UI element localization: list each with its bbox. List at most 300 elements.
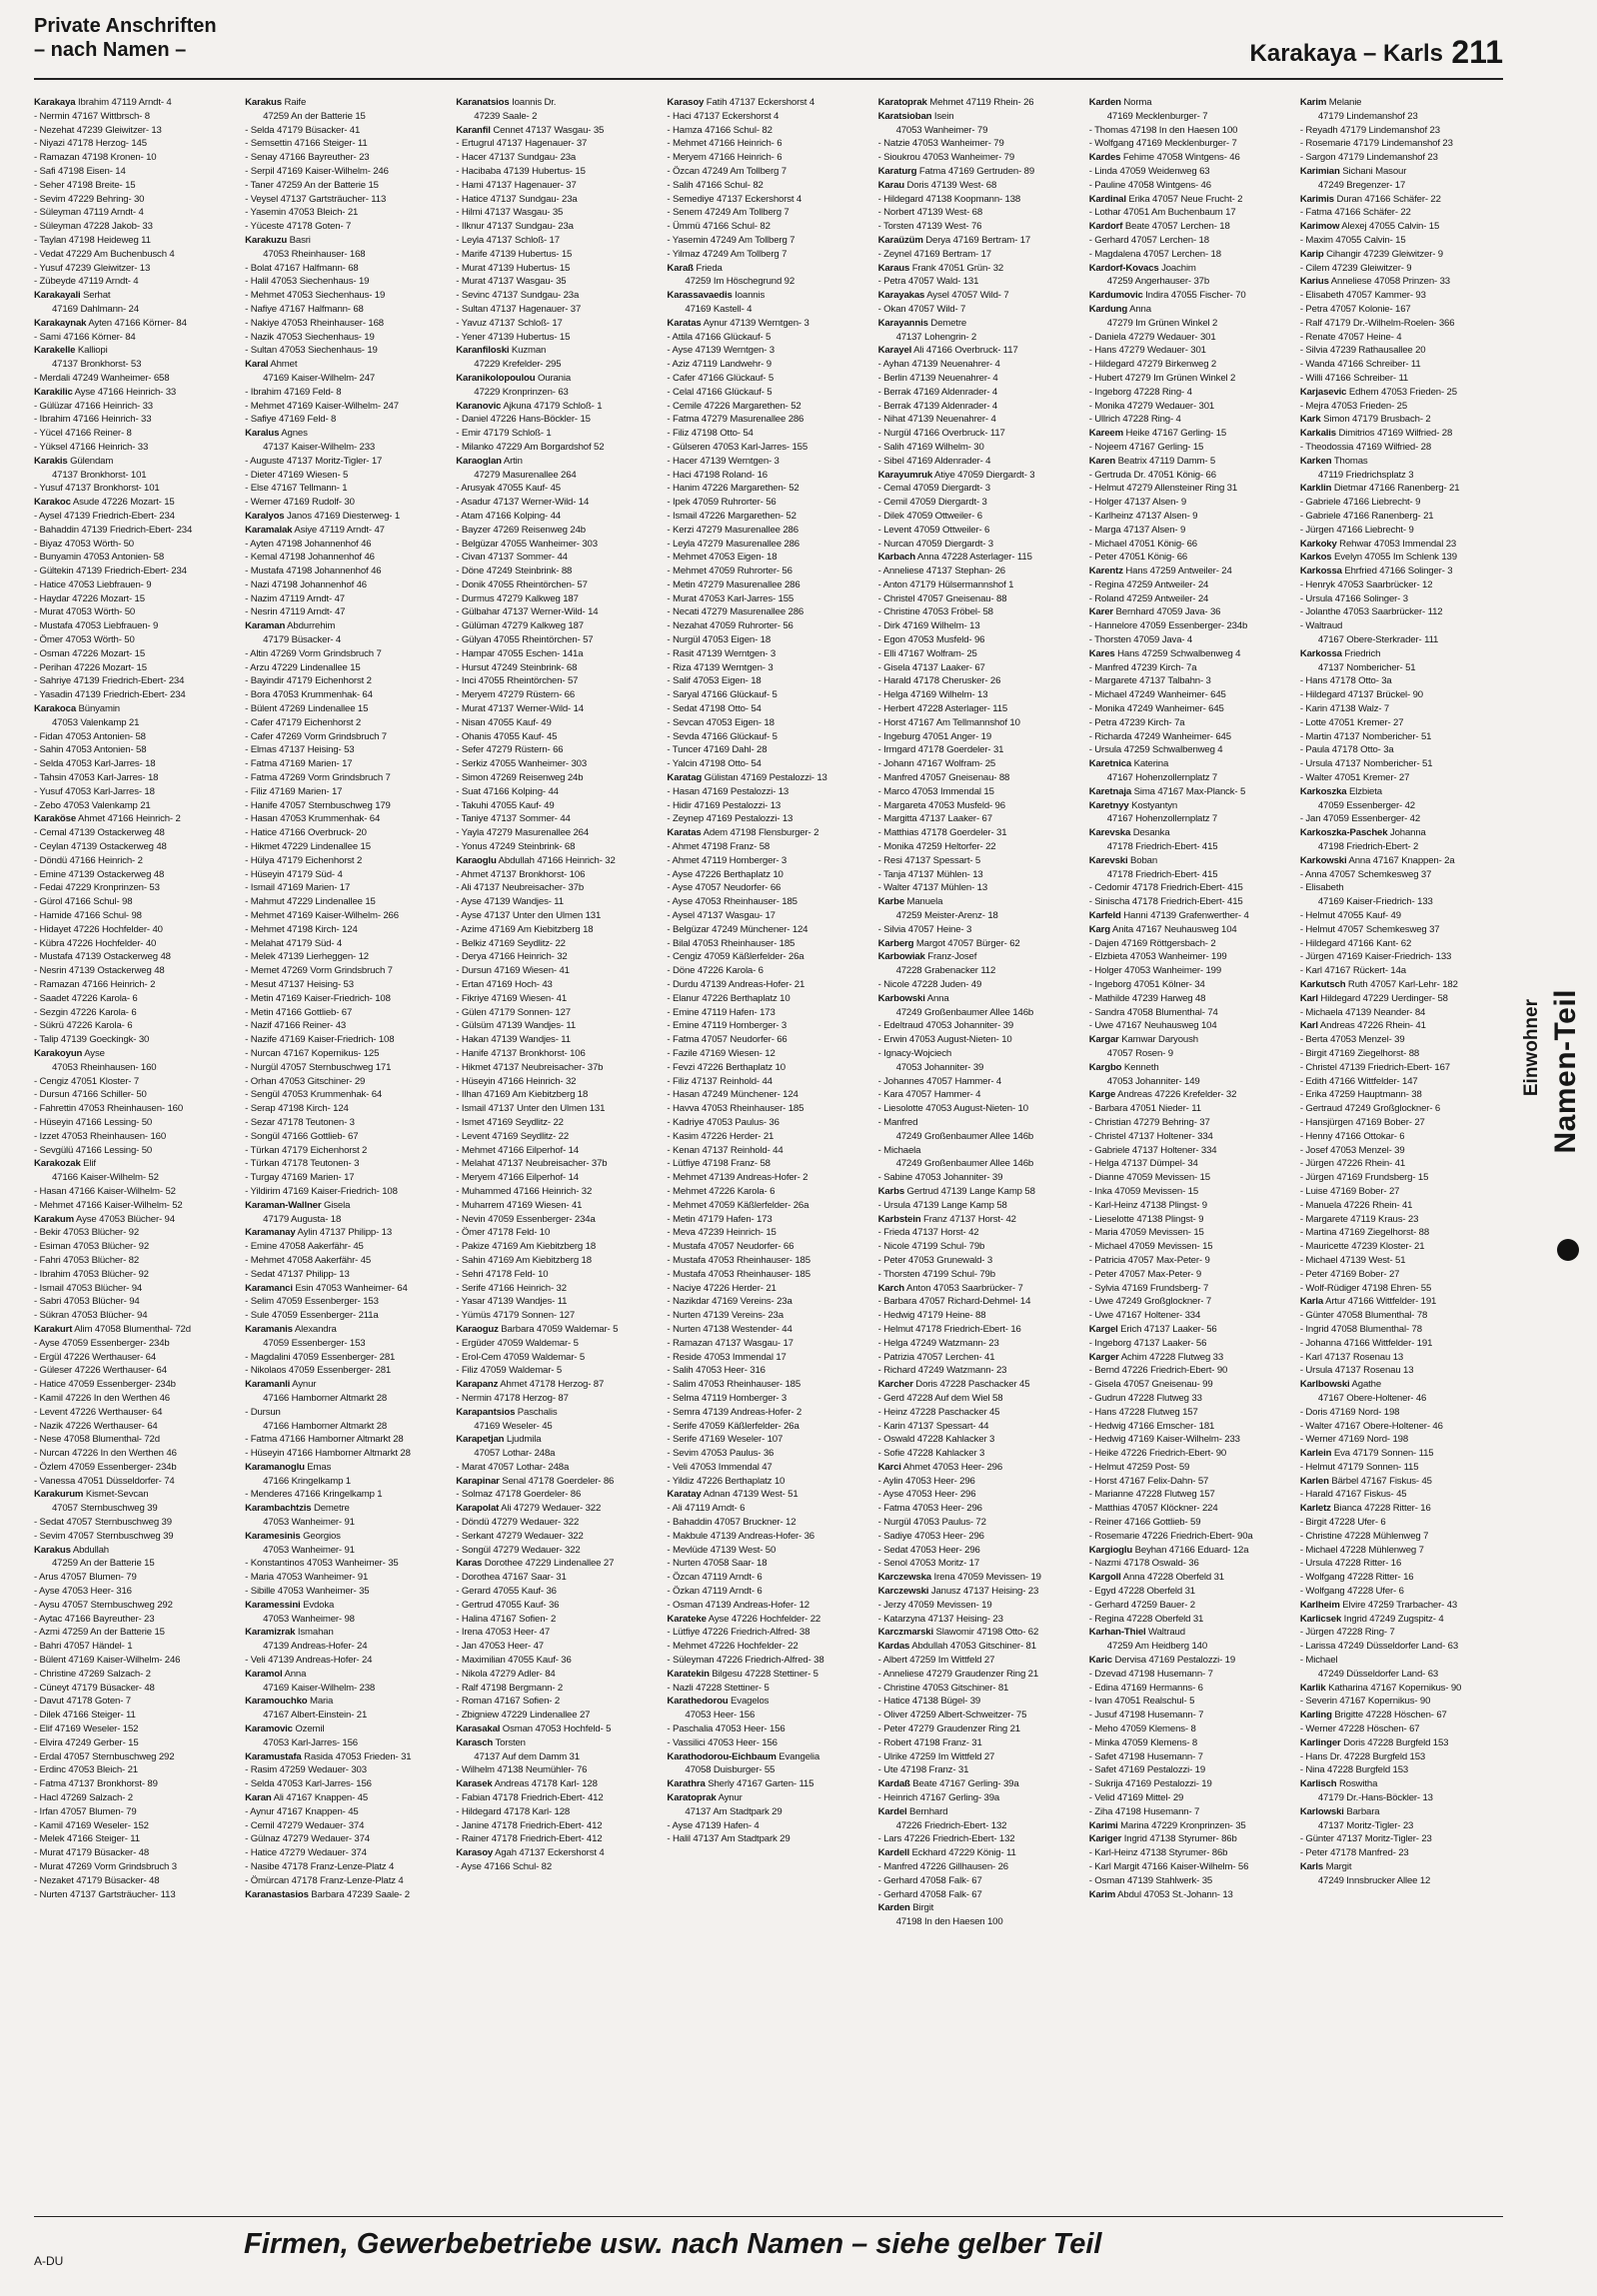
directory-entry: - Nurgül 47166 Overbruck- 117 xyxy=(877,428,1005,440)
directory-entry: - Margarete 47119 Kraus- 23 xyxy=(1299,1213,1419,1225)
directory-entry: - Erdal 47057 Sternbuschweg 292 xyxy=(34,1750,175,1762)
directory-entry: - Mehmet 47053 Siechenhaus- 19 xyxy=(245,290,386,302)
directory-entry: - Werner 47228 Höschen- 67 xyxy=(1299,1723,1420,1735)
directory-entry: - Sylvia 47169 Frundsberg- 7 xyxy=(1088,1282,1209,1294)
directory-entry: Karkoky Rehwar 47053 Immendal 23 xyxy=(1299,538,1457,550)
directory-entry: - Filiz 47198 Otto- 54 xyxy=(667,428,754,440)
directory-entry: - Serkiz 47055 Wanheimer- 303 xyxy=(456,758,588,770)
directory-entry: - Gülnaz 47279 Wedauer- 374 xyxy=(245,1833,370,1845)
directory-entry: Karbowiak Franz-Josef xyxy=(877,951,977,963)
directory-surname: Karayakas xyxy=(877,290,925,302)
directory-entry: - Henny 47166 Ottokar- 6 xyxy=(1299,1130,1405,1142)
directory-entry: - Takuhi 47055 Kauf- 49 xyxy=(456,799,555,811)
directory-entry: Karasek Andreas 47178 Karl- 128 xyxy=(456,1778,598,1790)
directory-entry: - Hannelore 47059 Essenberger- 234b xyxy=(1088,620,1248,632)
directory-entry: - Civan 47137 Sommer- 44 xyxy=(456,552,568,564)
directory-entry: - Sengül 47053 Krummenhak- 64 xyxy=(245,1089,383,1101)
directory-entry: - Murat 47179 Büsacker- 48 xyxy=(34,1847,150,1859)
directory-entry: - Metin 47166 Gottlieb- 67 xyxy=(245,1006,353,1018)
directory-entry: - Hedwig 47169 Kaiser-Wilhelm- 233 xyxy=(1088,1434,1240,1446)
directory-entry: - Gülen 47179 Sonnen- 127 xyxy=(456,1006,571,1018)
directory-entry: - Cemil 47059 Diergardt- 3 xyxy=(877,497,987,509)
directory-entry: - Kübra 47226 Hochfelder- 40 xyxy=(34,937,157,949)
directory-entry: Karlik Katharina 47167 Kopernikus- 90 xyxy=(1299,1682,1462,1694)
directory-surname: Karim xyxy=(1299,97,1327,108)
directory-entry: Kardorf Beate 47057 Lerchen- 18 xyxy=(1088,221,1230,233)
directory-entry: - Elisabeth xyxy=(1299,882,1344,894)
directory-entry: - Bora 47053 Krummenhak- 64 xyxy=(245,689,373,701)
section-tab xyxy=(1505,989,1597,1269)
directory-surname: Karczmarski xyxy=(877,1627,933,1639)
directory-surname: Karip xyxy=(1299,248,1324,260)
directory-entry: - Kenan 47137 Reinhold- 44 xyxy=(667,1144,784,1156)
directory-entry: Karaoguz Barbara 47059 Waldemar- 5 xyxy=(456,1323,619,1335)
directory-entry: - Halil 47137 Am Stadtpark 29 xyxy=(667,1833,791,1845)
directory-entry: - Else 47167 Tellmann- 1 xyxy=(245,483,348,495)
directory-surname: Karakus xyxy=(245,97,282,108)
directory-entry: - Mehmet 47059 Käßlerfelder- 26a xyxy=(667,1199,809,1211)
directory-entry: - Saadet 47226 Karola- 6 xyxy=(34,992,138,1004)
directory-entry: - Serap 47198 Kirch- 124 xyxy=(245,1103,349,1115)
directory-entry: - Hamide 47166 Schul- 98 xyxy=(34,910,142,922)
directory-entry: - Hikmet 47137 Neubreisacher- 37b xyxy=(456,1061,604,1073)
directory-entry: - Senol 47053 Moritz- 17 xyxy=(877,1558,980,1570)
directory-entry: - Dursun 47169 Wiesen- 41 xyxy=(456,965,570,977)
directory-entry: - Uwe 47167 Neuhausweg 104 xyxy=(1088,1020,1217,1032)
directory-entry: - Sevim 47053 Paulus- 36 xyxy=(667,1448,775,1460)
directory-entry: - Helmut 47178 Friedrich-Ebert- 16 xyxy=(877,1323,1021,1335)
directory-surname: Karamol xyxy=(245,1668,283,1680)
directory-entry: - Ibrahim 47169 Feld- 8 xyxy=(245,386,342,398)
directory-entry: Karaman Abdurrehim xyxy=(245,620,336,632)
directory-entry: Karberg Margot 47057 Bürger- 62 xyxy=(877,937,1020,949)
directory-entry: - Mehmet 47166 Heinrich- 6 xyxy=(667,138,783,150)
directory-surname: Karamanay xyxy=(245,1227,296,1239)
directory-entry: - Berrak 47139 Aldenrader- 4 xyxy=(877,400,998,412)
directory-entry: - Hüseyin 47179 Süd- 4 xyxy=(245,868,343,880)
directory-entry: Karanfiloski Kuzman xyxy=(456,345,547,357)
directory-entry: - Ayse 47139 Hafen- 4 xyxy=(667,1819,760,1831)
directory-entry: - Ulrike 47259 Im Wittfeld 27 xyxy=(877,1750,995,1762)
directory-entry: - Mejra 47053 Frieden- 25 xyxy=(1299,400,1408,412)
directory-surname: Karapinar xyxy=(456,1475,500,1487)
directory-entry: - Magdalini 47059 Essenberger- 281 xyxy=(245,1351,396,1363)
directory-entry: - Norbert 47139 West- 68 xyxy=(877,207,983,219)
directory-surname: Karlen xyxy=(1299,1475,1329,1487)
directory-entry: - Azime 47169 Am Kiebitzberg 18 xyxy=(456,923,594,935)
directory-entry: - Cafer 47269 Vorm Grindsbruch 7 xyxy=(245,730,387,742)
directory-entry: Kargel Erich 47137 Laaker- 56 xyxy=(1088,1323,1217,1335)
directory-surname: Karklin xyxy=(1299,483,1332,495)
directory-entry: 47137 Am Stadtpark 29 xyxy=(685,1805,783,1817)
directory-surname: Karetnaja xyxy=(1088,785,1132,797)
directory-entry: - Gülbahar 47137 Werner-Wild- 14 xyxy=(456,606,599,618)
directory-surname: Karakaya xyxy=(34,97,76,108)
directory-entry: 47137 Auf dem Damm 31 xyxy=(474,1750,580,1762)
directory-entry: Kargar Kamwar Daryoush xyxy=(1088,1034,1198,1046)
directory-entry: - Jürgen 47169 Kaiser-Friedrich- 133 xyxy=(1299,951,1452,963)
directory-surname: Karakis xyxy=(34,455,68,467)
directory-entry: - Rasim 47259 Wedauer- 303 xyxy=(245,1764,367,1776)
directory-entry: - Durdu 47139 Andreas-Hofer- 21 xyxy=(667,979,805,990)
directory-entry: - Werner 47169 Nord- 198 xyxy=(1299,1434,1409,1446)
directory-entry: - Zebo 47053 Valenkamp 21 xyxy=(34,799,151,811)
directory-entry: 47229 Kronprinzen- 63 xyxy=(474,386,569,398)
directory-entry: - Irmgard 47178 Goerdeler- 31 xyxy=(877,744,1004,756)
directory-entry: - Melahat 47137 Neubreisacher- 37b xyxy=(456,1158,608,1170)
directory-entry: - Jerzy 47059 Mevissen- 19 xyxy=(877,1599,992,1611)
directory-entry: Karkossa Friedrich xyxy=(1299,647,1381,659)
directory-entry: - Taner 47259 An der Batterie 15 xyxy=(245,179,379,191)
directory-entry: - Nurten 47137 Gartsträucher- 113 xyxy=(34,1888,176,1900)
directory-entry: Karkalis Dimitrios 47169 Wilfried- 28 xyxy=(1299,428,1453,440)
directory-entry: - Wanda 47166 Schreiber- 11 xyxy=(1299,359,1421,371)
directory-entry: - Michael xyxy=(1299,1655,1338,1667)
directory-entry: - Sandra 47058 Blumenthal- 74 xyxy=(1088,1006,1218,1018)
directory-entry: - Nisan 47055 Kauf- 49 xyxy=(456,716,552,728)
directory-entry: - Gerhard 47058 Falk- 67 xyxy=(877,1888,982,1900)
directory-entry: - Serife 47169 Weseler- 107 xyxy=(667,1434,784,1446)
directory-entry: - Ingeborg 47228 Ring- 4 xyxy=(1088,386,1192,398)
directory-entry: - Matthias 47057 Klöckner- 224 xyxy=(1088,1503,1218,1515)
directory-entry: 47119 Friedrichsplatz 3 xyxy=(1317,469,1414,481)
directory-entry: Karanatsios Ioannis Dr. xyxy=(456,97,557,108)
directory-entry: 47179 Lindemanshof 23 xyxy=(1317,110,1418,122)
directory-entry: - Nazif 47166 Reiner- 43 xyxy=(245,1020,347,1032)
directory-entry: - Hatice 47053 Liebfrauen- 9 xyxy=(34,578,152,590)
directory-entry: - Mathilde 47239 Harweg 48 xyxy=(1088,992,1206,1004)
directory-entry: 47167 Obere-Holtener- 46 xyxy=(1317,1392,1427,1404)
directory-entry: - Ullrich 47228 Ring- 4 xyxy=(1088,414,1181,426)
directory-surname: Karaman-Wallner xyxy=(245,1199,322,1211)
directory-entry: - Gisela 47057 Gneisenau- 99 xyxy=(1088,1379,1213,1391)
directory-entry: - Frieda 47137 Horst- 42 xyxy=(877,1227,979,1239)
directory-entry: - Ahmet 47137 Bronkhorst- 106 xyxy=(456,868,586,880)
directory-entry: - Aysel 47137 Wasgau- 17 xyxy=(667,910,776,922)
directory-entry: - Thorsten 47199 Schul- 79b xyxy=(877,1268,995,1280)
directory-entry: Karapinar Senal 47178 Goerdeler- 86 xyxy=(456,1475,615,1487)
directory-entry: Karimi Marina 47229 Kronprinzen- 35 xyxy=(1088,1819,1246,1831)
footer-region-code: A-DU xyxy=(34,2254,64,2268)
directory-entry: - Menderes 47166 Kringelkamp 1 xyxy=(245,1489,383,1501)
directory-entry: 47249 Großenbaumer Allee 146b xyxy=(895,1006,1034,1018)
directory-entry: - Walter 47051 Kremer- 27 xyxy=(1299,772,1410,784)
directory-entry: - Yonus 47249 Steinbrink- 68 xyxy=(456,841,576,853)
directory-entry: - Thorsten 47059 Java- 4 xyxy=(1088,634,1193,646)
directory-entry: - Elif 47169 Weseler- 152 xyxy=(34,1723,139,1735)
directory-entry: - Yüksel 47166 Heinrich- 33 xyxy=(34,441,149,453)
directory-entry: - Nese 47058 Blumenthal- 72d xyxy=(34,1434,160,1446)
directory-entry: Karakozak Elif xyxy=(34,1158,96,1170)
directory-entry: - Ingeborg 47137 Laaker- 56 xyxy=(1088,1337,1207,1349)
directory-entry: - Holger 47053 Wanheimer- 199 xyxy=(1088,965,1222,977)
directory-entry: - Gülüman 47279 Kalkweg 187 xyxy=(456,620,584,632)
directory-surname: Karlein xyxy=(1299,1448,1332,1460)
directory-entry: - Magdalena 47057 Lerchen- 18 xyxy=(1088,248,1221,260)
directory-entry: Kardorf-Kovacs Joachim xyxy=(1088,262,1196,274)
directory-entry: - Helmut 47279 Allensteiner Ring 31 xyxy=(1088,483,1238,495)
directory-entry: - Uwe 47249 Großglockner- 7 xyxy=(1088,1296,1212,1308)
directory-entry: - Ahmet 47119 Homberger- 3 xyxy=(667,854,788,866)
directory-entry: - Niyazi 47178 Herzog- 145 xyxy=(34,138,147,150)
directory-entry: - Paschalia 47053 Heer- 156 xyxy=(667,1723,786,1735)
directory-entry: - Jürgen 47228 Ring- 7 xyxy=(1299,1627,1395,1639)
directory-entry: 47137 Moritz-Tigler- 23 xyxy=(1317,1819,1414,1831)
directory-entry: - Paula 47178 Otto- 3a xyxy=(1299,744,1394,756)
directory-entry: 47239 Saale- 2 xyxy=(474,110,538,122)
directory-entry: - Monika 47259 Heltorfer- 22 xyxy=(877,841,996,853)
directory-entry: - Filiz 47137 Reinhold- 44 xyxy=(667,1075,773,1087)
directory-entry: Karasakal Osman 47053 Hochfeld- 5 xyxy=(456,1723,612,1735)
directory-entry: - Nesrin 47119 Arndt- 47 xyxy=(245,606,346,618)
directory-entry: - Irena 47053 Heer- 47 xyxy=(456,1627,551,1639)
directory-entry: - Mehmet 47139 Andreas-Hofer- 2 xyxy=(667,1172,808,1184)
directory-entry: - Ayse 47053 Heer- 296 xyxy=(877,1489,976,1501)
directory-surname: Karius xyxy=(1299,276,1329,288)
directory-entry: - Harald 47167 Fiskus- 45 xyxy=(1299,1489,1407,1501)
directory-entry: - Berlin 47139 Neuenahrer- 4 xyxy=(877,372,998,384)
directory-entry: - Songül 47279 Wedauer- 322 xyxy=(456,1544,581,1556)
directory-entry: - Ahmet 47198 Franz- 58 xyxy=(667,841,771,853)
directory-entry: - Kerzi 47279 Masurenallee 286 xyxy=(667,524,798,536)
directory-entry: - Fatma 47137 Bronkhorst- 89 xyxy=(34,1778,158,1790)
directory-surname: Kardel xyxy=(877,1805,907,1817)
directory-entry: - Selda 47179 Büsacker- 41 xyxy=(245,124,361,136)
directory-surname: Karden xyxy=(877,1902,910,1914)
directory-entry: - Donik 47055 Rheintörchen- 57 xyxy=(456,578,588,590)
directory-entry: - Murat 47053 Karl-Jarres- 155 xyxy=(667,592,795,604)
directory-entry: - Gülyan 47055 Rheintörchen- 57 xyxy=(456,634,594,646)
directory-entry: - Velid 47169 Mittel- 29 xyxy=(1088,1792,1184,1804)
directory-entry: - Regina 47228 Oberfeld 31 xyxy=(1088,1613,1204,1625)
directory-entry: - Christine 47269 Salzach- 2 xyxy=(34,1668,151,1680)
directory-surname: Karalyos xyxy=(245,510,285,522)
directory-entry: - Roman 47167 Sofien- 2 xyxy=(456,1696,561,1708)
directory-entry: - Ayten 47198 Johannenhof 46 xyxy=(245,538,372,550)
directory-entry: Karatoprak Aynur xyxy=(667,1792,743,1804)
directory-entry: - Süleyman 47228 Jakob- 33 xyxy=(34,221,153,233)
directory-entry: Kardes Fehime 47058 Wintgens- 46 xyxy=(1088,152,1240,164)
directory-entry: - Ramazan 47166 Heinrich- 2 xyxy=(34,979,156,990)
directory-entry: - Wilhelm 47138 Neumühler- 76 xyxy=(456,1764,588,1776)
directory-surname: Karlbowski xyxy=(1299,1379,1350,1391)
directory-entry: - Yener 47139 Hubertus- 15 xyxy=(456,331,571,343)
directory-entry: - Melek 47166 Steiger- 11 xyxy=(34,1833,140,1845)
directory-entry: - Ismail 47053 Blücher- 94 xyxy=(34,1282,143,1294)
directory-entry: - Maxim 47055 Calvin- 15 xyxy=(1299,234,1406,246)
directory-entry: - Ismet 47169 Seydlitz- 22 xyxy=(456,1116,564,1128)
directory-entry: - Horst 47167 Am Tellmannshof 10 xyxy=(877,716,1020,728)
directory-surname: Karaß xyxy=(667,262,694,274)
directory-entry: - Emine 47139 Ostackerweg 48 xyxy=(34,868,165,880)
directory-surname: Karlinger xyxy=(1299,1736,1341,1748)
directory-entry: 47057 Rosen- 9 xyxy=(1106,1047,1173,1059)
footer-rule xyxy=(34,2216,1503,2217)
directory-entry: - Sevcan 47053 Eigen- 18 xyxy=(667,716,775,728)
directory-surname: Karaus xyxy=(877,262,910,274)
directory-entry: - Metin 47169 Kaiser-Friedrich- 108 xyxy=(245,992,391,1004)
directory-entry: Karatas Aynur 47139 Werntgen- 3 xyxy=(667,317,809,329)
directory-entry: - Mehmet 47198 Kirch- 124 xyxy=(245,923,358,935)
directory-entry: Karge Andreas 47226 Krefelder- 32 xyxy=(1088,1089,1237,1101)
directory-entry: - Meryem 47166 Eilperhof- 14 xyxy=(456,1172,579,1184)
directory-entry: - Wolfgang 47169 Mecklenburger- 7 xyxy=(1088,138,1237,150)
directory-entry: - Ziha 47198 Husemann- 7 xyxy=(1088,1805,1200,1817)
directory-entry: - Gülseren 47053 Karl-Jarres- 155 xyxy=(667,441,808,453)
directory-entry: - Karl-Heinz 47138 Styrumer- 86b xyxy=(1088,1847,1228,1859)
directory-entry: - Levent 47059 Ottweiler- 6 xyxy=(877,524,990,536)
directory-surname: Karamanis xyxy=(245,1323,293,1335)
directory-entry: - Attila 47166 Glückauf- 5 xyxy=(667,331,772,343)
directory-entry: - Hildegard 47178 Karl- 128 xyxy=(456,1805,571,1817)
directory-entry: - Belgüzar 47249 Münchener- 124 xyxy=(667,923,808,935)
directory-surname: Kareem xyxy=(1088,428,1124,440)
directory-entry: Karamustafa Rasida 47053 Frieden- 31 xyxy=(245,1750,412,1762)
directory-entry: - Levent 47226 Werthauser- 64 xyxy=(34,1406,163,1418)
directory-entry: Karamovic Ozemil xyxy=(245,1723,325,1735)
directory-entry: - Elli 47167 Wolfram- 25 xyxy=(877,647,977,659)
directory-entry: Karimian Sichani Masour xyxy=(1299,165,1407,177)
directory-entry: - Liesolotte 47053 August-Nieten- 10 xyxy=(877,1103,1028,1115)
directory-entry: - Günter 47058 Blumenthal- 78 xyxy=(1299,1310,1428,1322)
section-title xyxy=(34,14,217,62)
directory-entry: - Jürgen 47166 Liebrecht- 9 xyxy=(1299,524,1414,536)
directory-entry: - Silvia 47239 Rathausallee 20 xyxy=(1299,345,1426,357)
directory-entry: Karamouchko Maria xyxy=(245,1696,334,1708)
directory-entry: Karls Margit xyxy=(1299,1861,1352,1872)
directory-entry: - Karlheinz 47137 Alsen- 9 xyxy=(1088,510,1198,522)
directory-entry: - Semediye 47137 Eckershorst 4 xyxy=(667,193,802,205)
directory-entry: - Hanife 47057 Sternbuschweg 179 xyxy=(245,799,391,811)
directory-surname: Karlik xyxy=(1299,1682,1326,1694)
directory-entry: - Biyaz 47053 Wörth- 50 xyxy=(34,538,134,550)
directory-entry: 47053 Rheinhausen- 160 xyxy=(52,1061,157,1073)
directory-entry: - Belgüzar 47055 Wanheimer- 303 xyxy=(456,538,598,550)
directory-entry: - Hedwig 47166 Emscher- 181 xyxy=(1088,1420,1215,1432)
directory-entry: - Gertraud 47249 Großglockner- 6 xyxy=(1299,1103,1441,1115)
directory-entry: - Berrak 47169 Aldenrader- 4 xyxy=(877,386,998,398)
directory-surname: Karayel xyxy=(877,345,912,357)
directory-entry: - Hidayet 47226 Hochfelder- 40 xyxy=(34,923,163,935)
directory-entry: - Sevinc 47137 Sundgau- 23a xyxy=(456,290,580,302)
directory-entry: - Margarete 47137 Talbahn- 3 xyxy=(1088,675,1211,687)
directory-entry: - Hatice 47137 Sundgau- 23a xyxy=(456,193,578,205)
directory-entry: Karanikolopoulou Ourania xyxy=(456,372,572,384)
directory-entry: Karlein Eva 47179 Sonnen- 115 xyxy=(1299,1448,1434,1460)
directory-entry: Kardung Anna xyxy=(1088,303,1151,315)
directory-entry: Karczewska Irena 47059 Mevissen- 19 xyxy=(877,1572,1041,1584)
directory-surname: Karg xyxy=(1088,923,1110,935)
directory-entry: - Bahri 47057 Händel- 1 xyxy=(34,1641,133,1653)
directory-entry: Karakilic Ayse 47166 Heinrich- 33 xyxy=(34,386,177,398)
directory-entry: Karlisch Roswitha xyxy=(1299,1778,1378,1790)
directory-entry: - Davut 47178 Goten- 7 xyxy=(34,1696,131,1708)
directory-entry: - Sevim 47057 Sternbuschweg 39 xyxy=(34,1530,174,1542)
directory-entry: - Leyla 47279 Masurenallee 286 xyxy=(667,538,799,550)
directory-entry: - Helmut 47055 Kauf- 49 xyxy=(1299,910,1401,922)
directory-entry: Karayel Ali 47166 Overbruck- 117 xyxy=(877,345,1018,357)
directory-entry: Karapanz Ahmet 47178 Herzog- 87 xyxy=(456,1379,605,1391)
directory-surname: Karlicsek xyxy=(1299,1613,1342,1625)
directory-entry: - Günter 47137 Moritz-Tigler- 23 xyxy=(1299,1833,1432,1845)
directory-entry: - Süleyman 47119 Arndt- 4 xyxy=(34,207,144,219)
directory-entry: 47169 Dahlmann- 24 xyxy=(52,303,139,315)
directory-entry: - Fatma 47169 Marien- 17 xyxy=(245,758,353,770)
directory-entry: Karamanoglu Emas xyxy=(245,1461,332,1473)
directory-surname: Karanfiloski xyxy=(456,345,510,357)
directory-entry: - Kasim 47226 Herder- 21 xyxy=(667,1130,775,1142)
directory-entry: Karkos Evelyn 47055 Im Schlenk 139 xyxy=(1299,552,1457,564)
directory-entry: Karambachtzis Demetre xyxy=(245,1503,350,1515)
directory-surname: Karatag xyxy=(667,772,703,784)
directory-entry: - Aziz 47119 Landwehr- 9 xyxy=(667,359,772,371)
directory-entry: - Marga 47137 Alsen- 9 xyxy=(1088,524,1186,536)
directory-entry: - Hansjürgen 47169 Bober- 27 xyxy=(1299,1116,1425,1128)
directory-surname: Karetnyy xyxy=(1088,799,1129,811)
directory-entry: - Fahrettin 47053 Rheinhausen- 160 xyxy=(34,1103,184,1115)
directory-surname: Karczewska xyxy=(877,1572,931,1584)
directory-surname: Kardaß xyxy=(877,1778,910,1790)
directory-entry: Karbstein Franz 47137 Horst- 42 xyxy=(877,1213,1016,1225)
directory-entry: - Karin 47138 Walz- 7 xyxy=(1299,703,1390,715)
directory-entry: - Nurcan 47167 Kopernikus- 125 xyxy=(245,1047,380,1059)
directory-surname: Karakoyun xyxy=(34,1047,83,1059)
directory-entry: - Ertugrul 47137 Hagenauer- 37 xyxy=(456,138,588,150)
directory-entry: - Mehmet 47166 Eilperhof- 14 xyxy=(456,1144,580,1156)
directory-entry: - Berta 47053 Menzel- 39 xyxy=(1299,1034,1405,1046)
directory-surname: Karakus xyxy=(34,1544,71,1556)
directory-entry: - Kamil 47169 Weseler- 152 xyxy=(34,1819,149,1831)
directory-entry: - Margareta 47053 Musfeld- 96 xyxy=(877,799,1005,811)
directory-entry: - Michael 47228 Mühlenweg 7 xyxy=(1299,1544,1424,1556)
directory-entry: Karakum Ayse 47053 Blücher- 94 xyxy=(34,1213,175,1225)
directory-surname: Karls xyxy=(1299,1861,1324,1872)
directory-entry: - Ömer 47053 Wörth- 50 xyxy=(34,634,135,646)
directory-entry: - Mehmet 47226 Hochfelder- 22 xyxy=(667,1641,798,1653)
directory-entry: 47137 Bronkhorst- 101 xyxy=(52,469,147,481)
directory-entry: - Bernd 47226 Friedrich-Ebert- 90 xyxy=(1088,1365,1228,1377)
directory-entry: 47279 Masurenallee 264 xyxy=(474,469,577,481)
directory-entry: - Birgit 47169 Ziegelhorst- 88 xyxy=(1299,1047,1420,1059)
directory-entry: - Ramazan 47137 Wasgau- 17 xyxy=(667,1337,794,1349)
directory-entry: - Hans 47228 Flutweg 157 xyxy=(1088,1406,1198,1418)
directory-entry: - Kadriye 47053 Paulus- 36 xyxy=(667,1116,780,1128)
directory-entry: - Fatma 47166 Schäfer- 22 xyxy=(1299,207,1411,219)
directory-entry: - Hacer 47139 Werntgen- 3 xyxy=(667,455,780,467)
section-tab-bullet-icon xyxy=(1557,1239,1579,1261)
directory-entry: - Özcan 47119 Arndt- 6 xyxy=(667,1572,763,1584)
directory-entry: - Nazikdar 47169 Vereins- 23a xyxy=(667,1296,793,1308)
directory-surname: Kardorf-Kovacs xyxy=(1088,262,1159,274)
directory-entry: - Horst 47167 Felix-Dahn- 57 xyxy=(1088,1475,1209,1487)
directory-entry: - Konstantinos 47053 Wanheimer- 35 xyxy=(245,1558,399,1570)
directory-entry: Karamanay Aylin 47137 Philipp- 13 xyxy=(245,1227,393,1239)
directory-entry: 47259 An der Batterie 15 xyxy=(263,110,366,122)
directory-entry: - Yildirim 47169 Kaiser-Friedrich- 108 xyxy=(245,1185,398,1197)
directory-entry: 47229 Krefelder- 295 xyxy=(474,359,562,371)
directory-entry: - Seher 47198 Breite- 15 xyxy=(34,179,136,191)
directory-surname: Kares xyxy=(1088,647,1115,659)
directory-entry: - Yusuf 47053 Karl-Jarres- 18 xyxy=(34,785,155,797)
directory-entry: - Selda 47053 Karl-Jarres- 18 xyxy=(34,758,156,770)
directory-entry: - Nezahat 47059 Ruhrorter- 56 xyxy=(667,620,794,632)
directory-surname: Karer xyxy=(1088,606,1114,618)
directory-entry: - Marife 47139 Hubertus- 15 xyxy=(456,248,573,260)
directory-entry: - Nezaket 47179 Büsacker- 48 xyxy=(34,1874,160,1886)
directory-entry: - Dianne 47059 Mevissen- 15 xyxy=(1088,1172,1210,1184)
directory-entry: Karakurt Alim 47058 Blumenthal- 72d xyxy=(34,1323,191,1335)
directory-entry: - Jusuf 47198 Husemann- 7 xyxy=(1088,1710,1204,1722)
